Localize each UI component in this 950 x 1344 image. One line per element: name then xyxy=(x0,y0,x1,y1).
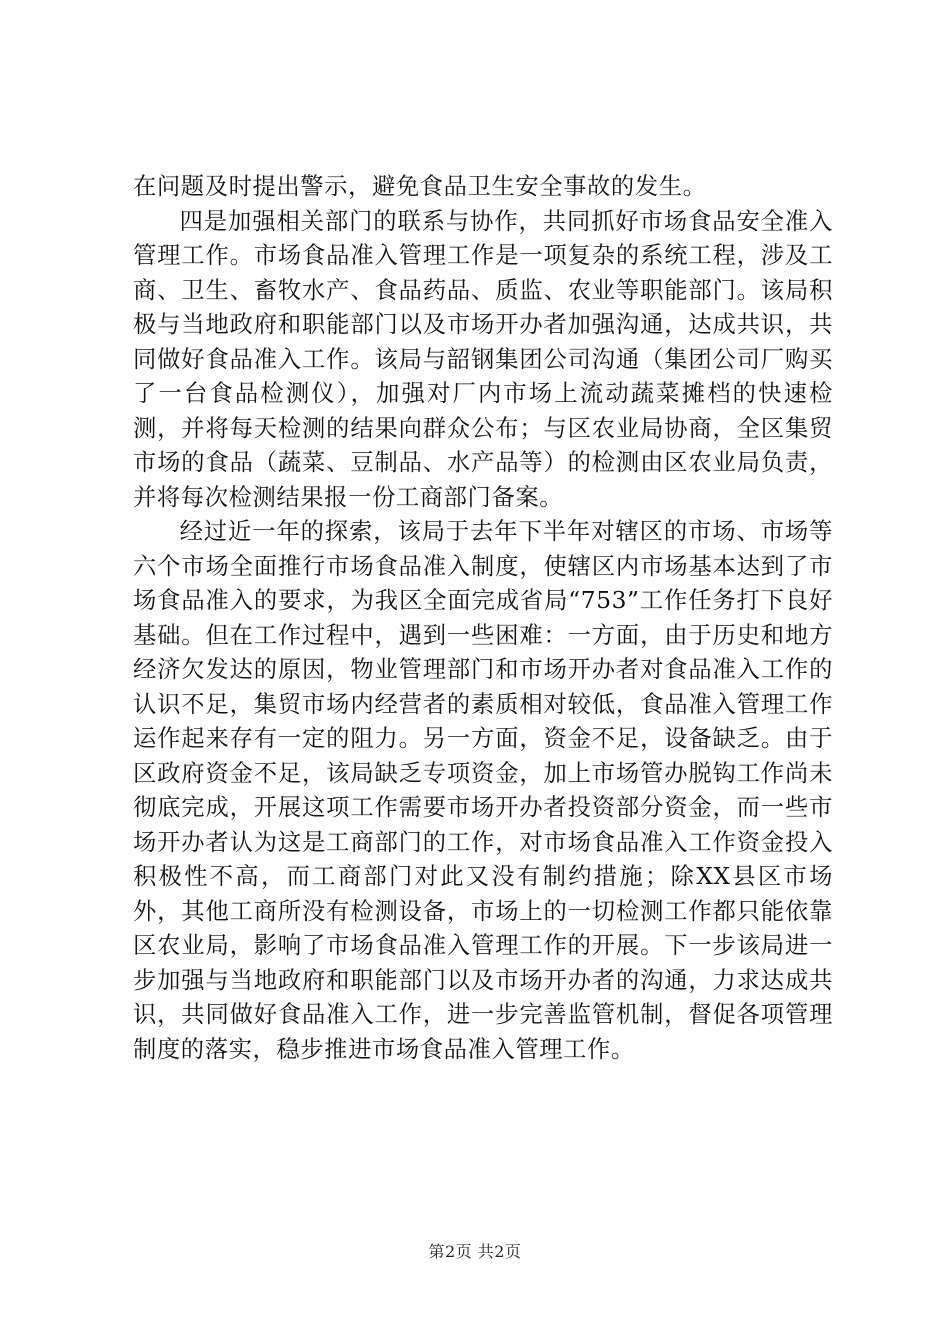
page-footer: 第2页 共2页 xyxy=(428,1242,522,1261)
paragraph-coordination: 四是加强相关部门的联系与协作，共同抓好市场食品安全准入管理工作。市场食品准入管理工作是一项复杂的系统工程，涉及工商、卫生、畜牧水产、食品药品、质监、农业等职能部门。该局积极与当地政府和职能部门以及市场开办者加强沟通，达成共识，共同做好食品准入工作。该局与韶钢集团公司沟通（集团公司厂购买了一台食品检测仪），加强对厂内市场上流动蔬菜摊档的快速检测，并将每天检测的结果向群众公布；与区农业局协商，全区集贸市场的食品（蔬菜、豆制品、水产品等）的检测由区农业局负责，并将每次检测结果报一份工商部门备案。 xyxy=(133,207,833,511)
paragraph-progress-difficulties: 经过近一年的探索，该局于去年下半年对辖区的市场、市场等六个市场全面推行市场食品准入制度，使辖区内市场基本达到了市场食品准入的要求，为我区全面完成省局“753”工作任务打下良好基础。但在工作过程中，遇到一些困难：一方面，由于历史和地方经济欠发达的原因，物业管理部门和市场开办者对食品准入工作的认识不足，集贸市场内经营者的素质相对较低，食品准入管理工作运作起来存有一定的阻力。另一方面，资金不足，设备缺乏。由于区政府资金不足，该局缺乏专项资金，加上市场管办脱钩工作尚未彻底完成，开展这项工作需要市场开办者投资部分资金，而一些市场开办者认为这是工商部门的工作，对市场食品准入工作资金投入积极性不高，而工商部门对此又没有制约措施；除XX县区市场外，其他工商所没有检测设备，市场上的一切检测工作都只能依靠区农业局，影响了市场食品准入管理工作的开展。下一步该局进一步加强与当地政府和职能部门以及市场开办者的沟通，力求达成共识，共同做好食品准入工作，进一步完善监管机制，督促各项管理制度的落实，稳步推进市场食品准入管理工作。 xyxy=(133,518,833,1063)
paragraph-continuation: 在问题及时提出警示，避免食品卫生安全事故的发生。 xyxy=(133,173,707,200)
document-body xyxy=(133,170,833,1067)
